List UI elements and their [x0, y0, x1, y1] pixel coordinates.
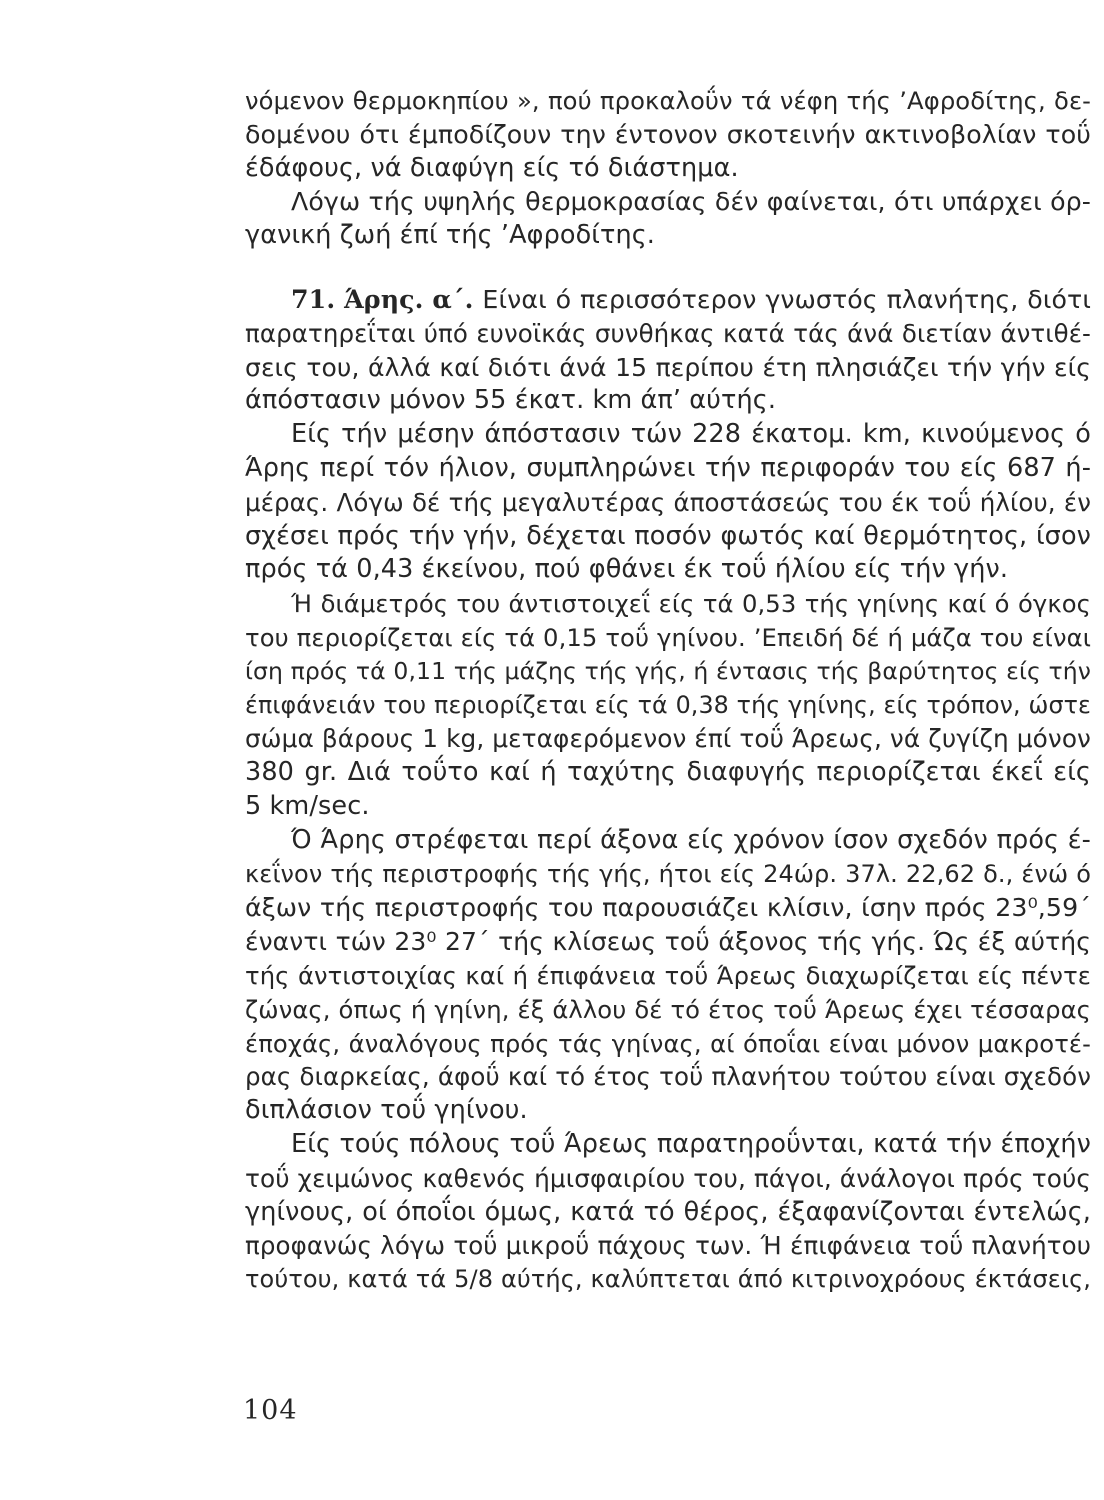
text-line: κεΐνον τής περιστροφής τής γής, ήτοι είς 24ώρ. 37λ. 22,62 δ., ένώ ό — [245, 859, 1091, 888]
text-line: μέρας. Λόγω δέ τής μεγαλυτέρας άποστάσεώς του έκ τοΰ ήλίου, έν — [245, 487, 1091, 517]
text-line: σώμα βάρους 1 kg, μεταφερόμενον έπί τοΰ Άρεως, νά ζυγίζη μόνον — [245, 724, 1091, 754]
text-line: άξων τής περιστροφής του παρουσιάζει κλίσιν, ίσην πρός 23⁰,59΄ — [245, 893, 1091, 923]
text-line: γηίνους, οί όποΐοι όμως, κατά τό θέρος, έξαφανίζονται έντελώς, — [245, 1196, 1091, 1227]
paragraph — [245, 824, 1091, 1128]
text-line: τοΰ χειμώνος καθενός ήμισφαιρίου του, πάγοι, άνάλογοι πρός τούς — [245, 1163, 1091, 1193]
text-line: έπιφάνειάν του περιορίζεται είς τά 0,38 τής γηίνης, είς τρόπον, ώστε — [245, 690, 1091, 719]
text-line: τής άντιστοιχίας καί ή έπιφάνεια τοΰ Άρεως διαχωρίζεται είς πέντε — [245, 960, 1091, 990]
text-line: 5 km/sec. — [245, 790, 370, 821]
text-line: ίση πρός τά 0,11 τής μάζης τής γής, ή έντασις τής βαρύτητος είς τήν — [245, 656, 1091, 685]
text-line: δομένου ότι έμποδίζουν την έντονον σκοτεινήν ακτινοβολίαν τοΰ — [245, 119, 1091, 149]
page-body — [245, 84, 1091, 1464]
text-line: τούτου, κατά τά 5/8 αύτής, καλύπτεται άπό κιτρινοχρόους έκτάσεις, — [245, 1265, 1091, 1294]
paragraph — [245, 418, 1091, 587]
text-line: παρατηρεΐται ύπό ευνοϊκάς συνθήκας κατά τάς άνά διετίαν άντιθέ- — [245, 318, 1091, 348]
text-line: ρας διαρκείας, άφοΰ καί τό έτος τοΰ πλανήτου τούτου είναι σχεδόν — [245, 1062, 1091, 1092]
paragraph — [245, 587, 1091, 824]
text-line: ζώνας, όπως ή γηίνη, έξ άλλου δέ τό έτος τοΰ Άρεως έχει τέσσαρας — [245, 994, 1091, 1024]
text-line: σεις του, άλλά καί διότι άνά 15 περίπου έτη πλησιάζει τήν γήν είς — [245, 352, 1091, 382]
text-line: έποχάς, άναλόγους πρός τάς γηίνας, αί όποΐαι είναι μόνον μακροτέ- — [245, 1028, 1091, 1058]
section-heading-line — [245, 283, 1091, 317]
text-line: πρός τά 0,43 έκείνου, πού φθάνει έκ τοΰ ήλίου είς τήν γήν. — [245, 554, 1009, 585]
text-line: Ή διάμετρός του άντιστοιχεΐ είς τά 0,53 τής γηίνης καί ό όγκος — [291, 589, 1091, 619]
text-line: σχέσει πρός τήν γήν, δέχεται ποσόν φωτός καί θερμότητος, ίσον — [245, 520, 1091, 551]
text-line: έδάφους, νά διαφύγη είς τό διάστημα. — [245, 152, 739, 183]
text-line: 380 gr. Διά τοΰτο καί ή ταχύτης διαφυγής περιορίζεται έκεΐ είς — [245, 757, 1091, 788]
section-subheading: α΄. — [432, 283, 474, 314]
section-title: Άρης. — [344, 283, 424, 314]
text-line: Ό Άρης στρέφεται περί άξονα είς χρόνον ίσον σχεδόν πρός έ- — [291, 824, 1091, 855]
text-line: διπλάσιον τοΰ γηίνου. — [245, 1095, 528, 1126]
text-line: προφανώς λόγω τοΰ μικροΰ πάχους των. Ή έπιφάνεια τοΰ πλανήτου — [245, 1231, 1091, 1261]
text-line: νόμενον θερμοκηπίου », πού προκαλοΰν τά νέφη τής ’Αφροδίτης, δε- — [245, 86, 1091, 115]
section-gap — [245, 253, 1091, 283]
paragraph — [245, 185, 1091, 253]
text-line: άπόστασιν μόνον 55 έκατ. km άπ’ αύτής. — [245, 385, 777, 416]
text-line: έναντι τών 23⁰ 27΄ τής κλίσεως τοΰ άξονος τής γής. Ώς έξ αύτής — [245, 927, 1091, 957]
text-line: Λόγω τής υψηλής θερμοκρασίας δέν φαίνεται, ότι υπάρχει όρ- — [291, 187, 1091, 217]
text-run: Είναι ό περισσότερον γνωστός πλανήτης, διότι — [482, 284, 1091, 314]
paragraph — [245, 84, 1091, 185]
section-paragraph — [245, 283, 1091, 418]
text-line: Είς τούς πόλους τοΰ Άρεως παρατηροΰνται, κατά τήν έποχήν — [291, 1128, 1091, 1159]
paragraph — [245, 1128, 1091, 1297]
text-line: γανική ζωή έπί τής ’Αφροδίτης. — [245, 220, 655, 251]
section-number: 71. — [291, 283, 336, 314]
text-line: Άρης περί τόν ήλιον, συμπληρώνει τήν περιφοράν του είς 687 ή- — [245, 452, 1091, 483]
text-line: του περιορίζεται είς τά 0,15 τοΰ γηίνου. ’Επειδή δέ ή μάζα του είναι — [245, 622, 1091, 652]
page-number: 104 — [243, 1395, 298, 1426]
text-line: Είς τήν μέσην άπόστασιν τών 228 έκατομ. km, κινούμενος ό — [291, 419, 1091, 450]
